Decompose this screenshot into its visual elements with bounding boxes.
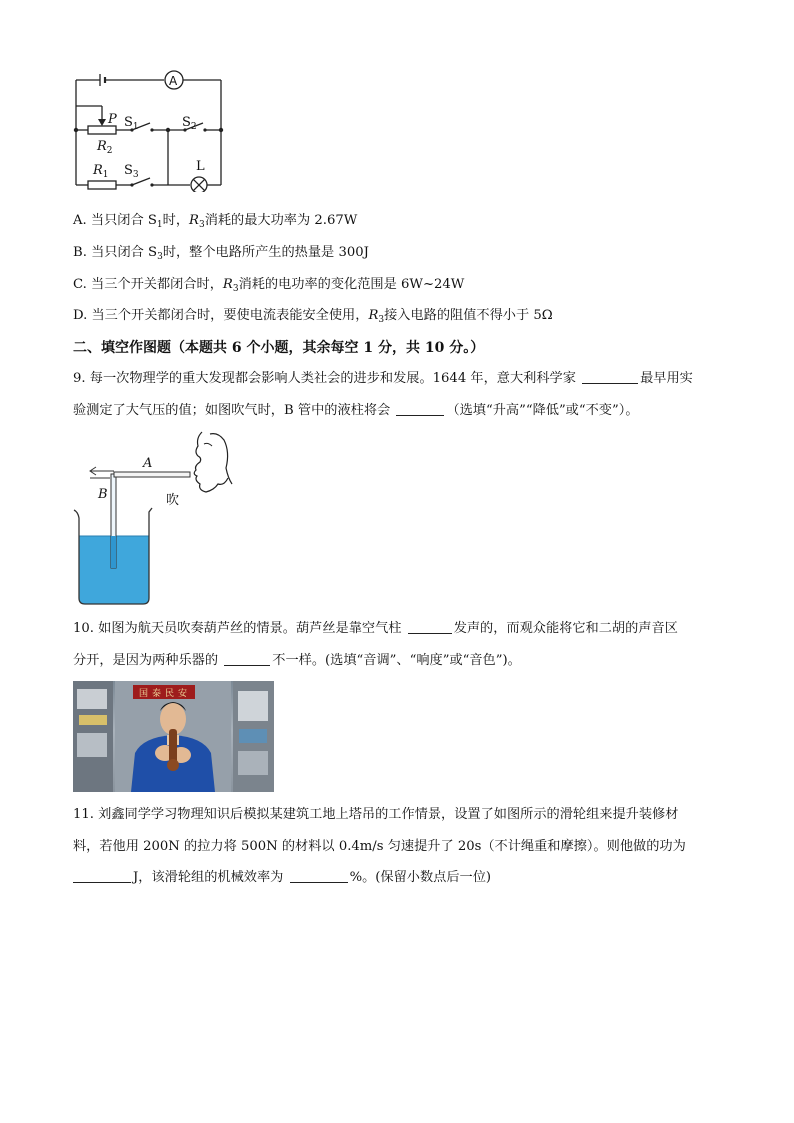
q9-text-1a: 9. 每一次物理学的重大发现都会影响人类社会的进步和发展。1644 年，意大利科学家 (73, 371, 576, 386)
r2-letter: R (97, 139, 107, 154)
option-a-r: R (189, 213, 199, 228)
option-a-rsub: 3 (198, 220, 205, 230)
option-a-post: 消耗的最大功率为 2.67W (204, 213, 358, 228)
r2-label (97, 139, 113, 154)
option-b-mid: 时，整个电路所产生的热量是 300J (162, 245, 369, 260)
s2-sub: 2 (190, 122, 197, 132)
ammeter-label: A (169, 74, 178, 88)
q9-text-2a: 验测定了大气压的值；如图吹气时，B 管中的液柱将会 (73, 403, 391, 418)
q9-text-2b: （选填“升高”“降低”或“不变”）。 (446, 403, 639, 418)
s2-label (182, 115, 197, 130)
r1-label (93, 163, 109, 178)
option-b-pre: 当只闭合 S (91, 245, 158, 260)
option-c (73, 275, 464, 295)
fig-label-blow: 吹 (166, 493, 180, 508)
s3-label (124, 163, 139, 178)
option-d-letter: D. (73, 308, 88, 323)
r1-letter: R (93, 163, 103, 178)
option-c-post: 消耗的电功率的变化范围是 6W~24W (238, 277, 465, 292)
section-title: 二、填空作图题（本题共 6 个小题，其余每空 1 分，共 10 分。） (73, 340, 485, 356)
option-d (73, 306, 553, 326)
q10-line1 (73, 619, 678, 639)
option-c-r: R (222, 277, 233, 292)
q11-blank-2 (290, 868, 348, 883)
option-b-sub: 3 (157, 252, 163, 262)
q10-text-1a: 10. 如图为航天员吹奏葫芦丝的情景。葫芦丝是靠空气柱 (73, 621, 402, 636)
fig-b-letter: B (98, 487, 108, 502)
beaker-figure (70, 428, 240, 608)
option-b-letter: B. (73, 245, 87, 260)
slider-letter: P (108, 112, 117, 127)
r2-sub: 2 (106, 146, 113, 156)
q10-blank-2 (224, 651, 270, 666)
s3-sub: 3 (132, 170, 139, 180)
option-d-post: 接入电路的阻值不得小于 5Ω (384, 308, 553, 323)
astronaut-photo (73, 681, 274, 792)
option-b (73, 243, 369, 263)
option-d-r: R (368, 308, 379, 323)
q11-text-3a: J，该滑轮组的机械效率为 (133, 870, 284, 885)
q11-text-3b: %。(保留小数点后一位) (349, 870, 492, 885)
s3-letter: S (124, 163, 133, 178)
option-d-rsub: 3 (378, 315, 385, 325)
s1-label (124, 115, 139, 130)
q11-blank-1 (73, 868, 131, 883)
q9-text-1b: 最早用实 (640, 371, 693, 386)
q10-blank-1 (408, 619, 452, 634)
slider-label (108, 112, 117, 127)
fig-label-b (98, 487, 108, 502)
option-a-mid: 时， (162, 213, 190, 228)
q11-line1: 11. 刘鑫同学学习物理知识后模拟某建筑工地上塔吊的工作情景，设置了如图所示的滑轮组来提升装修材 (73, 807, 679, 822)
q11-line2: 料，若他用 200N 的拉力将 500N 的材料以 0.4m/s 匀速提升了 20s（不计绳重和摩擦）。则他做的功为 (73, 839, 686, 854)
option-a-pre: 当只闭合 S (90, 213, 157, 228)
q10-text-2b: 不一样。(选填“音调”、“响度”或“音色”)。 (272, 653, 521, 668)
q9-blank-2 (396, 401, 444, 416)
r1-sub: 1 (102, 170, 109, 180)
q10-line2 (73, 651, 521, 671)
option-c-rsub: 3 (232, 284, 239, 294)
fig-label-a (143, 456, 152, 471)
option-a-sub: 1 (156, 220, 163, 230)
option-c-pre: 当三个开关都闭合时， (91, 277, 223, 292)
fig-a-letter: A (143, 456, 153, 471)
s2-letter: S (182, 115, 191, 130)
option-d-pre: 当三个开关都闭合时，要使电流表能安全使用， (91, 308, 369, 323)
s1-sub: 1 (132, 122, 139, 132)
q9-line2 (73, 401, 639, 421)
q10-text-1b: 发声的，而观众能将它和二胡的声音区 (453, 621, 678, 636)
option-a-letter: A. (73, 213, 87, 228)
option-c-letter: C. (73, 277, 87, 292)
q11-line3 (73, 868, 491, 888)
s1-letter: S (124, 115, 133, 130)
q9-blank-1 (582, 369, 638, 384)
option-a (73, 211, 357, 231)
q9-line1 (73, 369, 693, 389)
q10-text-2a: 分开，是因为两种乐器的 (73, 653, 219, 668)
lamp-label: L (196, 159, 205, 174)
photo-banner-text: 国泰民安 (139, 689, 192, 699)
